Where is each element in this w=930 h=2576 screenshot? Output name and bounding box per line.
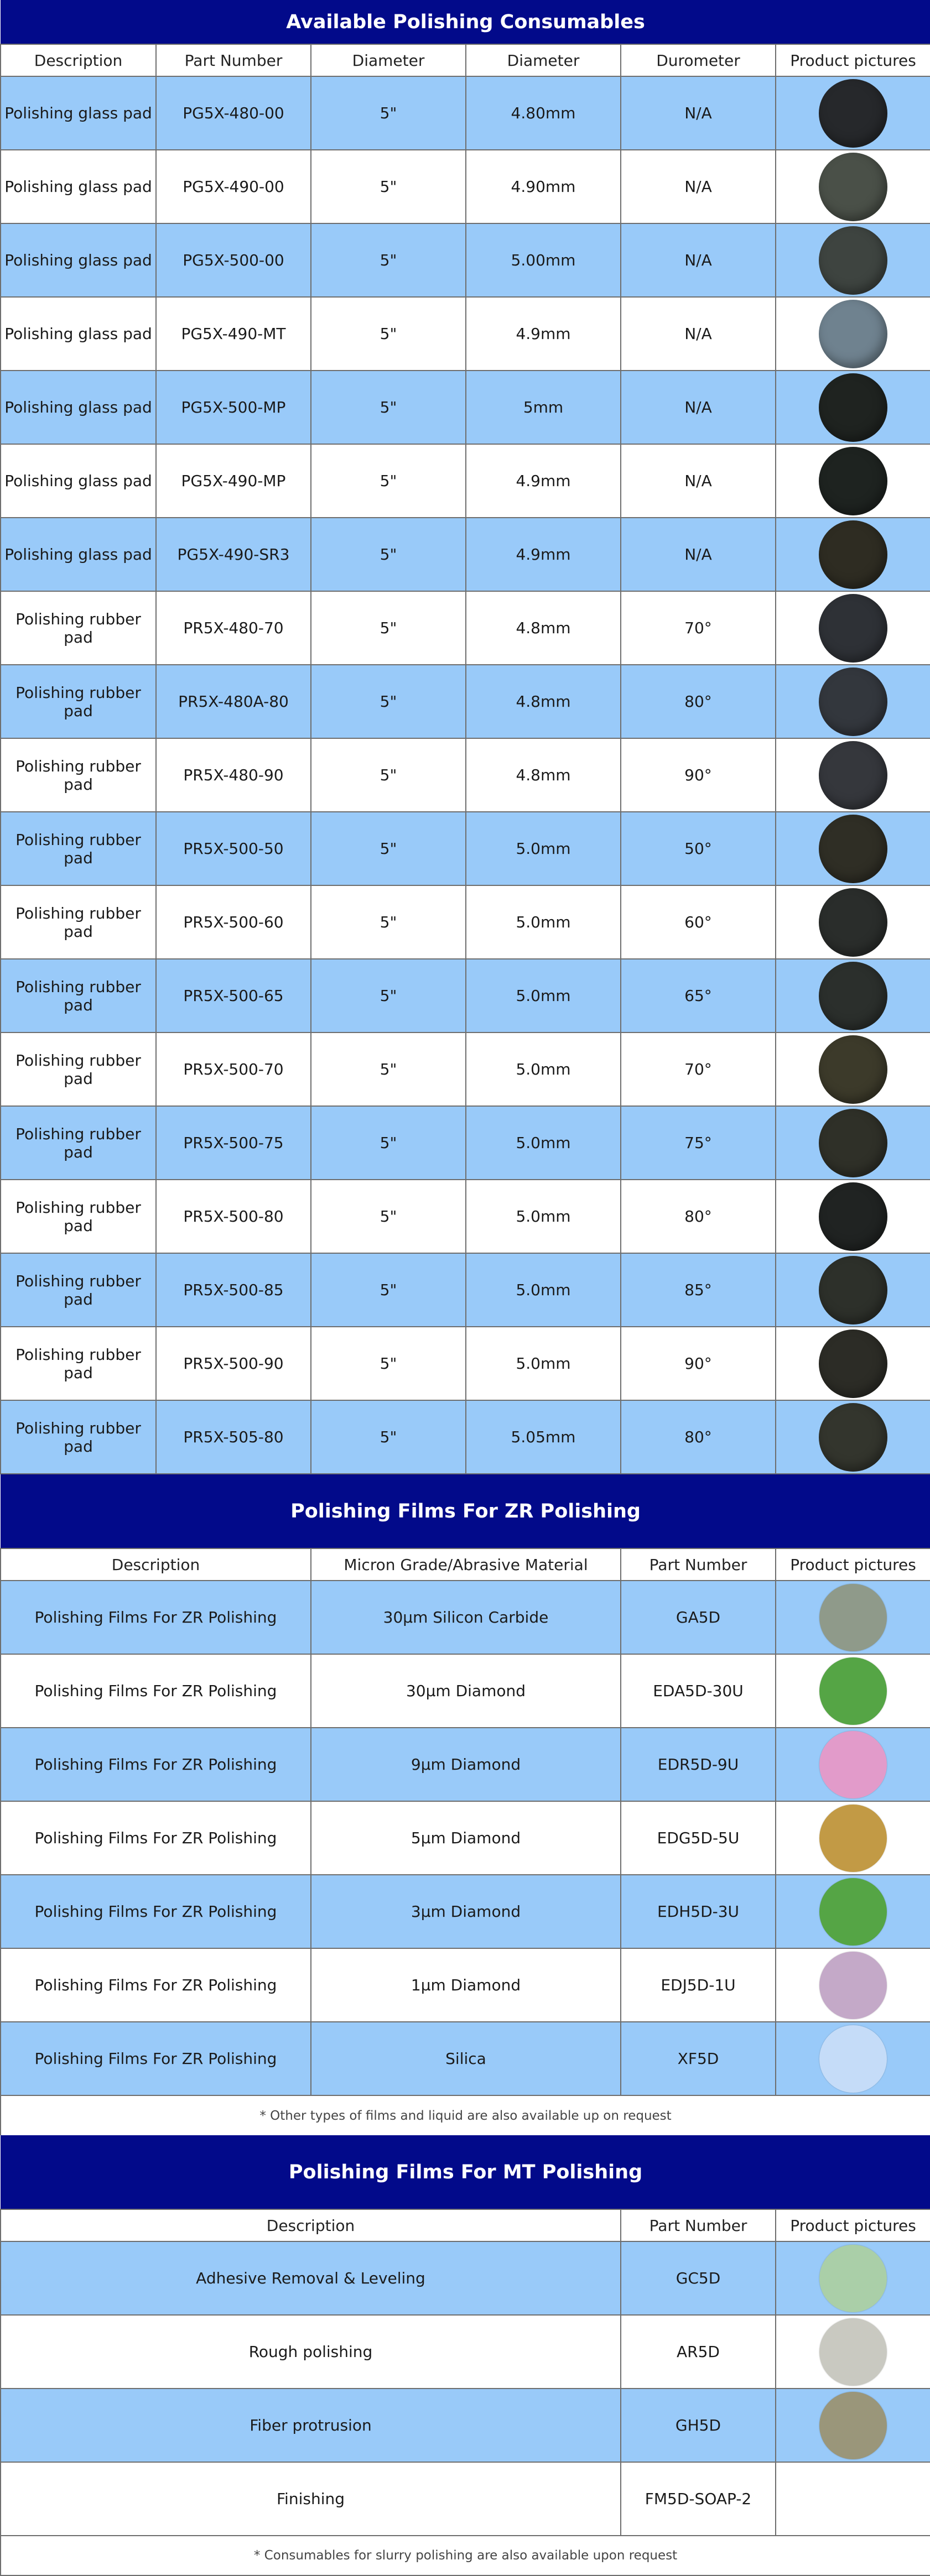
part-number-cell: PR5X-500-80 xyxy=(156,1180,311,1253)
product-picture-cell xyxy=(776,371,930,444)
table-row xyxy=(1,1253,930,1327)
product-picture-cell xyxy=(776,812,930,885)
part-number-cell: PR5X-480-90 xyxy=(156,738,311,812)
table-row xyxy=(1,738,930,812)
table-row xyxy=(1,1400,930,1474)
film-image xyxy=(819,2025,887,2093)
durometer-cell: 60° xyxy=(621,885,776,959)
pad-image xyxy=(819,1403,887,1472)
part-number-cell: EDG5D-5U xyxy=(621,1801,776,1875)
film-image xyxy=(819,1584,887,1651)
pad-image xyxy=(819,1329,887,1398)
table-row xyxy=(1,297,930,371)
diameter-inch-cell: 5" xyxy=(311,959,466,1033)
mt-films-title: Polishing Films For MT Polishing xyxy=(1,2135,930,2209)
description-cell: Polishing glass pad xyxy=(1,518,156,591)
part-number-cell: PR5X-480A-80 xyxy=(156,665,311,738)
table-row xyxy=(1,591,930,665)
table-row xyxy=(1,2022,930,2095)
description-cell: Polishing rubber pad xyxy=(1,1253,156,1327)
table-row xyxy=(1,2241,930,2315)
consumables-body xyxy=(1,76,930,1474)
zr-films-note-row xyxy=(1,2095,930,2135)
film-image xyxy=(819,1878,887,1946)
pad-image xyxy=(819,1035,887,1104)
diameter-mm-cell: 5.0mm xyxy=(466,1106,621,1180)
durometer-cell: N/A xyxy=(621,150,776,223)
col-header: Description xyxy=(1,44,156,76)
product-picture-cell xyxy=(776,1327,930,1400)
product-picture-cell xyxy=(776,2241,930,2315)
table-row xyxy=(1,1581,930,1654)
film-image xyxy=(819,1805,887,1872)
product-picture-cell xyxy=(776,76,930,150)
part-number-cell: FM5D-SOAP-2 xyxy=(621,2462,776,2536)
diameter-inch-cell: 5" xyxy=(311,738,466,812)
product-picture-cell xyxy=(776,297,930,371)
pad-image xyxy=(819,373,887,442)
pad-image xyxy=(819,226,887,295)
part-number-cell: PG5X-490-00 xyxy=(156,150,311,223)
table-row xyxy=(1,1106,930,1180)
product-picture-cell xyxy=(776,223,930,297)
part-number-cell: PR5X-500-50 xyxy=(156,812,311,885)
product-picture-cell xyxy=(776,1400,930,1474)
durometer-cell: 90° xyxy=(621,1327,776,1400)
diameter-mm-cell: 5.0mm xyxy=(466,1180,621,1253)
diameter-mm-cell: 4.8mm xyxy=(466,738,621,812)
durometer-cell: N/A xyxy=(621,297,776,371)
pad-image xyxy=(819,1182,887,1251)
col-header: Diameter xyxy=(466,44,621,76)
micron-grade-cell: 3μm Diamond xyxy=(311,1875,621,1948)
diameter-inch-cell: 5" xyxy=(311,812,466,885)
durometer-cell: N/A xyxy=(621,444,776,518)
micron-grade-cell: 1μm Diamond xyxy=(311,1948,621,2022)
product-picture-cell xyxy=(776,1728,930,1801)
diameter-mm-cell: 5mm xyxy=(466,371,621,444)
table-row xyxy=(1,959,930,1033)
pad-image xyxy=(819,153,887,221)
table-row xyxy=(1,444,930,518)
description-cell: Polishing Films For ZR Polishing xyxy=(1,1875,311,1948)
micron-grade-cell: Silica xyxy=(311,2022,621,2095)
diameter-inch-cell: 5" xyxy=(311,591,466,665)
description-cell: Rough polishing xyxy=(1,2315,621,2389)
part-number-cell: PR5X-500-65 xyxy=(156,959,311,1033)
col-header: Part Number xyxy=(621,2209,776,2241)
table-row xyxy=(1,76,930,150)
pad-image xyxy=(819,594,887,663)
part-number-cell: GA5D xyxy=(621,1581,776,1654)
pad-image xyxy=(819,815,887,883)
description-cell: Polishing glass pad xyxy=(1,297,156,371)
product-picture-cell xyxy=(776,1581,930,1654)
product-picture-cell xyxy=(776,2462,930,2536)
table-row xyxy=(1,665,930,738)
film-image xyxy=(819,1657,887,1725)
diameter-inch-cell: 5" xyxy=(311,1180,466,1253)
part-number-cell: PG5X-480-00 xyxy=(156,76,311,150)
part-number-cell: XF5D xyxy=(621,2022,776,2095)
product-picture-cell xyxy=(776,2389,930,2462)
part-number-cell: PG5X-490-MT xyxy=(156,297,311,371)
table-row xyxy=(1,2315,930,2389)
part-number-cell: GC5D xyxy=(621,2241,776,2315)
micron-grade-cell: 30μm Silicon Carbide xyxy=(311,1581,621,1654)
product-picture-cell xyxy=(776,959,930,1033)
diameter-inch-cell: 5" xyxy=(311,1033,466,1106)
film-image xyxy=(819,1731,887,1798)
pad-image xyxy=(819,1109,887,1177)
part-number-cell: PG5X-490-MP xyxy=(156,444,311,518)
diameter-inch-cell: 5" xyxy=(311,223,466,297)
film-image xyxy=(819,1952,887,2019)
table-row xyxy=(1,223,930,297)
description-cell: Polishing glass pad xyxy=(1,444,156,518)
description-cell: Polishing Films For ZR Polishing xyxy=(1,1728,311,1801)
table-row xyxy=(1,1327,930,1400)
col-header: Product pictures xyxy=(776,44,930,76)
diameter-mm-cell: 5.05mm xyxy=(466,1400,621,1474)
diameter-mm-cell: 5.0mm xyxy=(466,1327,621,1400)
col-header: Part Number xyxy=(156,44,311,76)
table-row xyxy=(1,2462,930,2536)
table-row xyxy=(1,2389,930,2462)
description-cell: Polishing glass pad xyxy=(1,76,156,150)
part-number-cell: PR5X-480-70 xyxy=(156,591,311,665)
product-picture-cell xyxy=(776,665,930,738)
part-number-cell: PR5X-500-60 xyxy=(156,885,311,959)
diameter-inch-cell: 5" xyxy=(311,518,466,591)
table-row xyxy=(1,1033,930,1106)
diameter-inch-cell: 5" xyxy=(311,1400,466,1474)
col-header: Micron Grade/Abrasive Material xyxy=(311,1548,621,1581)
zr-films-header-row xyxy=(1,1548,930,1581)
diameter-mm-cell: 4.9mm xyxy=(466,444,621,518)
part-number-cell: PR5X-500-75 xyxy=(156,1106,311,1180)
table-row xyxy=(1,1180,930,1253)
diameter-inch-cell: 5" xyxy=(311,76,466,150)
durometer-cell: 85° xyxy=(621,1253,776,1327)
consumables-header-row xyxy=(1,44,930,76)
part-number-cell: GH5D xyxy=(621,2389,776,2462)
product-picture-cell xyxy=(776,1948,930,2022)
col-header: Product pictures xyxy=(776,1548,930,1581)
description-cell: Polishing rubber pad xyxy=(1,1180,156,1253)
diameter-mm-cell: 4.80mm xyxy=(466,76,621,150)
durometer-cell: 80° xyxy=(621,1400,776,1474)
mt-films-title-row xyxy=(1,2135,930,2209)
product-picture-cell xyxy=(776,1654,930,1728)
table-row xyxy=(1,518,930,591)
film-image xyxy=(819,2318,887,2386)
pad-image xyxy=(819,962,887,1030)
diameter-mm-cell: 5.0mm xyxy=(466,959,621,1033)
durometer-cell: 75° xyxy=(621,1106,776,1180)
product-picture-cell xyxy=(776,444,930,518)
micron-grade-cell: 5μm Diamond xyxy=(311,1801,621,1875)
mt-films-note-row xyxy=(1,2536,930,2575)
description-cell: Polishing Films For ZR Polishing xyxy=(1,1654,311,1728)
part-number-cell: EDH5D-3U xyxy=(621,1875,776,1948)
product-picture-cell xyxy=(776,885,930,959)
durometer-cell: N/A xyxy=(621,371,776,444)
mt-films-body xyxy=(1,2241,930,2536)
diameter-inch-cell: 5" xyxy=(311,1106,466,1180)
durometer-cell: 80° xyxy=(621,665,776,738)
col-header: Part Number xyxy=(621,1548,776,1581)
diameter-mm-cell: 5.0mm xyxy=(466,885,621,959)
part-number-cell: AR5D xyxy=(621,2315,776,2389)
diameter-mm-cell: 5.00mm xyxy=(466,223,621,297)
pad-image xyxy=(819,888,887,957)
durometer-cell: N/A xyxy=(621,76,776,150)
product-picture-cell xyxy=(776,518,930,591)
product-picture-cell xyxy=(776,150,930,223)
zr-films-title-row xyxy=(1,1474,930,1548)
durometer-cell: 80° xyxy=(621,1180,776,1253)
table-row xyxy=(1,1948,930,2022)
description-cell: Polishing rubber pad xyxy=(1,885,156,959)
durometer-cell: 90° xyxy=(621,738,776,812)
diameter-inch-cell: 5" xyxy=(311,371,466,444)
description-cell: Polishing rubber pad xyxy=(1,738,156,812)
part-number-cell: PR5X-505-80 xyxy=(156,1400,311,1474)
product-picture-cell xyxy=(776,2022,930,2095)
description-cell: Polishing Films For ZR Polishing xyxy=(1,2022,311,2095)
description-cell: Polishing rubber pad xyxy=(1,1400,156,1474)
diameter-mm-cell: 5.0mm xyxy=(466,812,621,885)
diameter-mm-cell: 4.9mm xyxy=(466,518,621,591)
description-cell: Polishing rubber pad xyxy=(1,812,156,885)
diameter-inch-cell: 5" xyxy=(311,885,466,959)
durometer-cell: 70° xyxy=(621,1033,776,1106)
pad-image xyxy=(819,300,887,368)
mt-films-header-row xyxy=(1,2209,930,2241)
table-row xyxy=(1,1801,930,1875)
part-number-cell: PR5X-500-90 xyxy=(156,1327,311,1400)
diameter-mm-cell: 4.8mm xyxy=(466,665,621,738)
product-picture-cell xyxy=(776,1875,930,1948)
zr-films-body xyxy=(1,1581,930,2095)
part-number-cell: PR5X-500-85 xyxy=(156,1253,311,1327)
diameter-mm-cell: 4.90mm xyxy=(466,150,621,223)
micron-grade-cell: 30μm Diamond xyxy=(311,1654,621,1728)
consumables-title: Available Polishing Consumables xyxy=(1,0,930,44)
description-cell: Polishing rubber pad xyxy=(1,1033,156,1106)
diameter-mm-cell: 4.9mm xyxy=(466,297,621,371)
mt-films-table xyxy=(0,2135,930,2576)
film-image xyxy=(819,2245,887,2312)
pad-image xyxy=(819,741,887,810)
zr-films-note: * Other types of films and liquid are also available up on request xyxy=(1,2095,930,2135)
durometer-cell: 65° xyxy=(621,959,776,1033)
description-cell: Fiber protrusion xyxy=(1,2389,621,2462)
diameter-inch-cell: 5" xyxy=(311,1327,466,1400)
diameter-inch-cell: 5" xyxy=(311,1253,466,1327)
film-image xyxy=(819,2392,887,2459)
description-cell: Polishing Films For ZR Polishing xyxy=(1,1948,311,2022)
product-picture-cell xyxy=(776,738,930,812)
col-header: Description xyxy=(1,2209,621,2241)
mt-films-note: * Consumables for slurry polishing are also available upon request xyxy=(1,2536,930,2575)
table-row xyxy=(1,371,930,444)
durometer-cell: 70° xyxy=(621,591,776,665)
description-cell: Polishing rubber pad xyxy=(1,665,156,738)
table-row xyxy=(1,1875,930,1948)
part-number-cell: EDA5D-30U xyxy=(621,1654,776,1728)
description-cell: Polishing Films For ZR Polishing xyxy=(1,1801,311,1875)
product-picture-cell xyxy=(776,1180,930,1253)
pad-image xyxy=(819,79,887,148)
col-header: Product pictures xyxy=(776,2209,930,2241)
description-cell: Polishing rubber pad xyxy=(1,1106,156,1180)
durometer-cell: N/A xyxy=(621,518,776,591)
diameter-inch-cell: 5" xyxy=(311,665,466,738)
part-number-cell: EDR5D-9U xyxy=(621,1728,776,1801)
table-row xyxy=(1,812,930,885)
col-header: Durometer xyxy=(621,44,776,76)
description-cell: Finishing xyxy=(1,2462,621,2536)
durometer-cell: 50° xyxy=(621,812,776,885)
consumables-title-row xyxy=(1,0,930,44)
part-number-cell: PG5X-500-00 xyxy=(156,223,311,297)
durometer-cell: N/A xyxy=(621,223,776,297)
part-number-cell: PG5X-500-MP xyxy=(156,371,311,444)
table-row xyxy=(1,1728,930,1801)
product-picture-cell xyxy=(776,2315,930,2389)
description-cell: Polishing rubber pad xyxy=(1,1327,156,1400)
description-cell: Polishing glass pad xyxy=(1,223,156,297)
pad-image xyxy=(819,668,887,736)
part-number-cell: EDJ5D-1U xyxy=(621,1948,776,2022)
zr-films-title: Polishing Films For ZR Polishing xyxy=(1,1474,930,1548)
part-number-cell: PG5X-490-SR3 xyxy=(156,518,311,591)
part-number-cell: PR5X-500-70 xyxy=(156,1033,311,1106)
product-picture-cell xyxy=(776,1801,930,1875)
pad-image xyxy=(819,1256,887,1324)
table-row xyxy=(1,1654,930,1728)
col-header: Description xyxy=(1,1548,311,1581)
pad-image xyxy=(819,520,887,589)
description-cell: Polishing glass pad xyxy=(1,150,156,223)
diameter-mm-cell: 5.0mm xyxy=(466,1033,621,1106)
diameter-mm-cell: 5.0mm xyxy=(466,1253,621,1327)
product-picture-cell xyxy=(776,1253,930,1327)
product-picture-cell xyxy=(776,591,930,665)
description-cell: Polishing glass pad xyxy=(1,371,156,444)
diameter-inch-cell: 5" xyxy=(311,150,466,223)
table-row xyxy=(1,150,930,223)
pad-image xyxy=(819,447,887,515)
description-cell: Polishing rubber pad xyxy=(1,959,156,1033)
description-cell: Polishing Films For ZR Polishing xyxy=(1,1581,311,1654)
description-cell: Polishing rubber pad xyxy=(1,591,156,665)
col-header: Diameter xyxy=(311,44,466,76)
description-cell: Adhesive Removal & Leveling xyxy=(1,2241,621,2315)
product-picture-cell xyxy=(776,1033,930,1106)
diameter-inch-cell: 5" xyxy=(311,444,466,518)
diameter-inch-cell: 5" xyxy=(311,297,466,371)
product-picture-cell xyxy=(776,1106,930,1180)
diameter-mm-cell: 4.8mm xyxy=(466,591,621,665)
micron-grade-cell: 9μm Diamond xyxy=(311,1728,621,1801)
table-row xyxy=(1,885,930,959)
zr-films-table xyxy=(0,1474,930,2135)
